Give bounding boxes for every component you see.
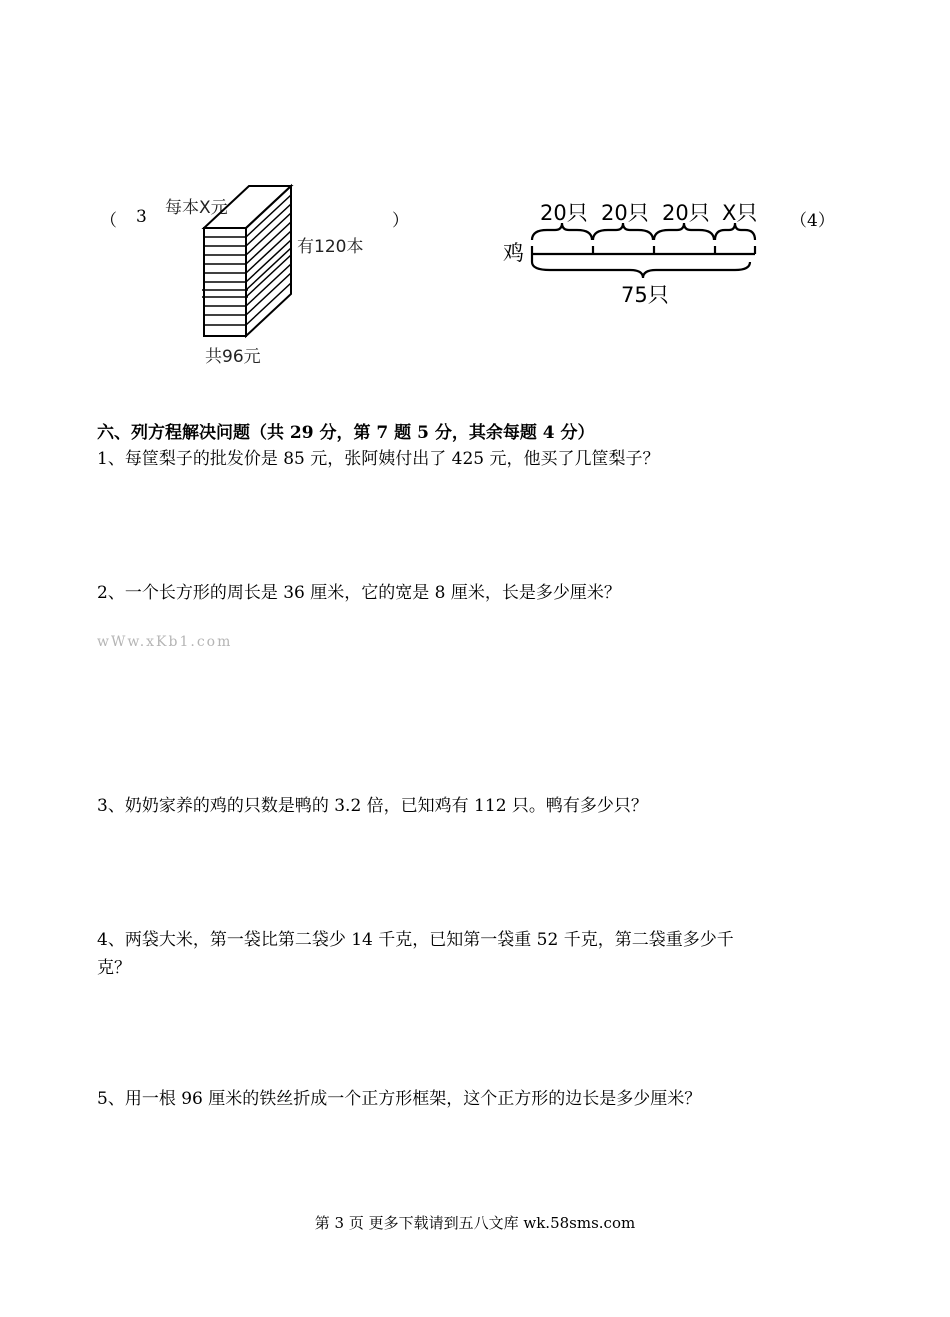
segment-diagram-animal: 鸡 — [503, 241, 524, 265]
question-4-continued: 克？ — [97, 958, 131, 978]
question-1: 1、每筐梨子的批发价是 85 元，张阿姨付出了 425 元，他买了几筐梨子？ — [97, 449, 660, 469]
figure3-total-label: 共96元 — [205, 347, 261, 367]
segment-label-3: 20只 — [662, 201, 710, 225]
section6-heading: 六、列方程解决问题（共 29 分，第 7 题 5 分，其余每题 4 分） — [97, 423, 595, 443]
figure3-paren-close: ） — [392, 211, 409, 231]
page-footer: 第 3 页 更多下载请到五八文库 wk.58sms.com — [314, 1214, 636, 1232]
segment-label-4: X只 — [722, 201, 758, 225]
figure4-label: （4） — [790, 211, 835, 231]
question-3: 3、奶奶家养的鸡的只数是鸭的 3.2 倍，已知鸡有 112 只。鸭有多少只？ — [97, 796, 648, 816]
watermark-text: wWw.xKb1.com — [97, 634, 233, 650]
brace-1 — [532, 223, 592, 240]
brace-4 — [715, 223, 755, 240]
segment-label-1: 20只 — [540, 201, 588, 225]
question-5: 5、用一根 96 厘米的铁丝折成一个正方形框架，这个正方形的边长是多少厘米？ — [97, 1089, 702, 1109]
brace-3 — [654, 223, 714, 240]
chicken-segment-diagram — [495, 190, 770, 310]
figure3-count-label: 有120本 — [297, 237, 364, 257]
figure3-number: 3 — [136, 207, 147, 227]
segment-label-2: 20只 — [601, 201, 649, 225]
book-stack-figure — [195, 180, 305, 345]
figure3-paren-open: （ — [100, 211, 117, 231]
segment-total-label: 75只 — [621, 283, 669, 307]
brace-total — [532, 262, 750, 278]
question-2: 2、一个长方形的周长是 36 厘米，它的宽是 8 厘米，长是多少厘米？ — [97, 583, 621, 603]
question-4: 4、两袋大米，第一袋比第二袋少 14 千克，已知第一袋重 52 千克，第二袋重多少千 — [97, 930, 734, 950]
brace-2 — [593, 223, 653, 240]
figure3-price-label: 每本X元 — [165, 198, 228, 218]
